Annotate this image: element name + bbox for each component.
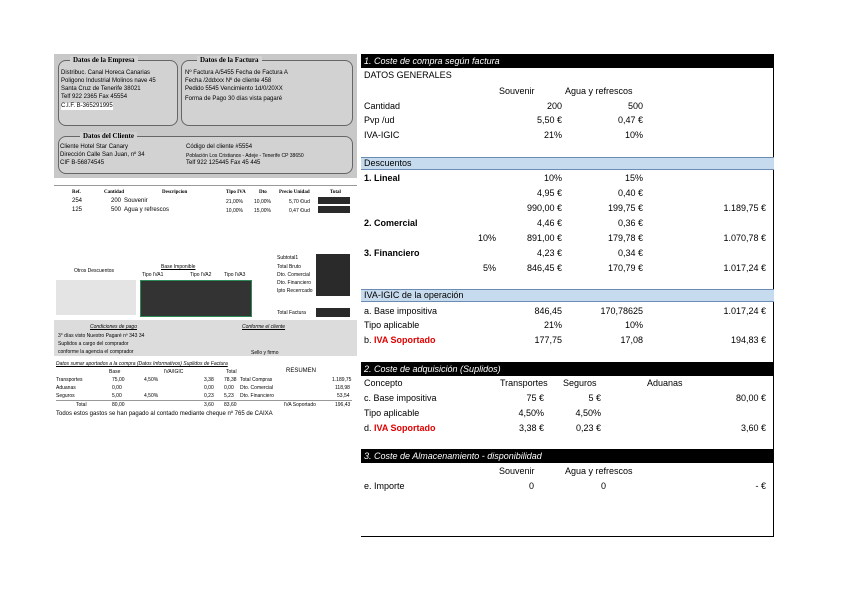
item-desc: Souvenir: [124, 198, 148, 204]
section-1-title: 1. Coste de compra según factura: [361, 54, 774, 68]
financiero-pct: 5%: [482, 263, 496, 273]
item-iva: 10,00%: [226, 208, 243, 214]
desc-title: Otros Descuentos: [74, 268, 115, 274]
summary-cell: Dto. Financiero: [240, 393, 274, 399]
summary-rule: [56, 400, 352, 401]
conditions-title: Condiciones de pago: [90, 324, 137, 330]
base-imponible: Base Imponible: [161, 264, 196, 270]
col-souvenir: Souvenir: [499, 86, 535, 96]
s2-iva-text: IVA Soportado: [374, 423, 436, 433]
subtotal-label: Total Bruto: [277, 264, 301, 270]
subtotal-label: Dto. Financiero: [277, 280, 311, 286]
comercial-dto-souvenir: 4,46 €: [536, 218, 562, 228]
iva-soportado-total: 194,83 €: [730, 335, 766, 345]
factura-line: Nº Factura A/5455 Fecha de Factura A: [185, 70, 288, 76]
s3-importe-souvenir: 0: [529, 481, 535, 491]
cliente-line: CIF B-56874545: [60, 160, 105, 166]
base-souvenir: 846,45: [534, 306, 562, 316]
s3-agua-head: Agua y refrescos: [565, 466, 633, 476]
cliente-line: Cliente Hotel Star Canary: [60, 144, 129, 150]
factura-line: Pedido 5545 Vencimiento 1d/0/20XX: [185, 86, 283, 92]
base-total: 1.017,24 €: [723, 306, 766, 316]
col-agua: Agua y refrescos: [565, 86, 633, 96]
comercial-total: 1.070,78 €: [723, 233, 766, 243]
item-cantidad: 200: [111, 198, 122, 204]
s2-base-transportes: 75 €: [526, 393, 544, 403]
lineal-label: 1. Lineal: [364, 173, 401, 183]
s2-iva-seguros: 0,23 €: [575, 423, 601, 433]
summary-cell: 0,00: [112, 385, 122, 391]
lineal-net-agua: 199,75 €: [607, 203, 643, 213]
item-precio: 5,70 €/ud: [289, 199, 310, 205]
s3-importe-label: e. Importe: [364, 481, 405, 491]
item-total-cell: [318, 206, 350, 213]
summary-cell: 4,50%: [144, 377, 159, 383]
invoice-footer: Todos estos gastos se han pagado al contado mediante cheque nº 765 de CAIXA: [56, 411, 273, 417]
condition-line: Suplidos a cargo del comprador: [58, 341, 129, 347]
tipo-iva-head: Tipo IVA3: [224, 272, 246, 278]
cantidad-agua: 500: [627, 101, 643, 111]
invoice-image: [54, 54, 357, 430]
summary-title: Datos sumar aportados a la compra (Datos Informativos) Suplidos de Factura: [56, 361, 228, 367]
s2-base-seguros: 5 €: [588, 393, 601, 403]
base-agua: 170,78625: [600, 306, 643, 316]
empresa-line: C.I.F. B-365291995: [61, 103, 113, 109]
descuentos-header: Descuentos: [361, 157, 774, 170]
pvp-agua: 0,47 €: [617, 115, 643, 125]
tipo-iva-head: Tipo IVA2: [190, 272, 212, 278]
summary-cell: Transportes: [56, 377, 83, 383]
lineal-total: 1.189,75 €: [723, 203, 766, 213]
item-desc: Agua y refrescos: [124, 207, 170, 213]
cliente-line: Dirección Calle San Juan, nº 34: [60, 152, 145, 158]
concepto-head: Concepto: [364, 378, 403, 388]
comercial-net-agua: 179,78 €: [607, 233, 643, 243]
empresa-title: Datos de la Empresa: [70, 56, 138, 64]
iva-soportado-label: [364, 335, 436, 346]
financiero-total: 1.017,24 €: [723, 263, 766, 273]
summary-cell: 0,00: [224, 385, 234, 391]
summary-head: IVA/IGIC: [164, 369, 184, 375]
transportes-head: Transportes: [500, 378, 548, 388]
base-label: a. Base impositiva: [364, 306, 438, 316]
tipo-label: Tipo aplicable: [364, 320, 420, 330]
summary-cell: Total Compras: [240, 377, 273, 383]
condition-line: conforme la agencia el comprador: [58, 349, 134, 355]
item-dto: 10,00%: [254, 199, 271, 205]
item-iva: 21,00%: [226, 199, 243, 205]
cliente-line: Telf 922 125445 Fax 45 445: [186, 160, 261, 166]
lineal-pct-agua: 15%: [624, 173, 643, 183]
empresa-line: Distribuc. Canal Horeca Canarias: [61, 70, 151, 76]
condition-line: 3° días visto Nuestro Pagaré nº 343 34: [58, 333, 145, 339]
aduanas-head: Aduanas: [647, 378, 683, 388]
cliente-line: Población Los Cristianos - Adeje - Tenerife CP 38650: [186, 153, 304, 159]
item-precio: 0,47 €/ud: [289, 208, 310, 214]
summary-cell: 196,43: [335, 402, 351, 408]
items-head-total: Total: [330, 190, 341, 195]
item-dto: 15,00%: [254, 208, 271, 214]
subtotal-label: Ipto Recerrcado: [277, 288, 313, 294]
comercial-pct: 10%: [477, 233, 496, 243]
iva-label: IVA-IGIC: [364, 130, 400, 140]
summary-cell: 53,54: [337, 393, 350, 399]
iva-soportado-souvenir: 177,75: [534, 335, 562, 345]
summary-cell: 3,60: [204, 402, 214, 408]
cantidad-label: Cantidad: [364, 101, 401, 111]
tipo-souvenir: 21%: [543, 320, 562, 330]
items-head-precio: Precio Unidad: [279, 190, 310, 195]
item-ref: 254: [72, 198, 83, 204]
tax-block: [140, 280, 252, 317]
summary-cell: 0,23: [204, 393, 214, 399]
items-head-desc: Descripcion: [162, 190, 188, 195]
pvp-souvenir: 5,50 €: [536, 115, 562, 125]
iva-soportado-text: IVA Soportado: [374, 335, 436, 345]
summary-cell: 80,00: [112, 402, 125, 408]
tipo-iva-head: Tipo IVA1: [142, 272, 164, 278]
financiero-net-souvenir: 846,45 €: [526, 263, 562, 273]
item-total-cell: [318, 197, 350, 204]
items-head-dto: Dto: [259, 190, 267, 195]
summary-cell: 78,38: [224, 377, 237, 383]
summary-cell: 0,00: [204, 385, 214, 391]
sello: Sello y firmo: [251, 350, 279, 356]
iva-agua: 10%: [624, 130, 643, 140]
financiero-label: 3. Financiero: [364, 248, 420, 258]
s2-tipo-label: Tipo aplicable: [364, 408, 420, 418]
items-head-ref: Ref.: [72, 190, 81, 195]
summary-cell: 3,38: [204, 377, 214, 383]
s2-iva-label: [364, 423, 436, 434]
pvp-label: Pvp /ud: [364, 115, 395, 125]
items-head-iva: Tipo IVA: [226, 190, 246, 195]
subtotal-values-block: [316, 254, 350, 296]
summary-head: RESUMEN: [286, 368, 317, 374]
s2-iva-total: 3,60 €: [740, 423, 766, 433]
financiero-net-agua: 170,79 €: [607, 263, 643, 273]
summary-cell: 5,23: [224, 393, 234, 399]
summary-cell: Aduanas: [56, 385, 76, 391]
seguros-head: Seguros: [563, 378, 597, 388]
iva-soportado-agua: 17,08: [620, 335, 643, 345]
s3-souvenir-head: Souvenir: [499, 466, 535, 476]
s2-tipo-seguros: 4,50%: [575, 408, 601, 418]
iva-souvenir: 21%: [543, 130, 562, 140]
datos-generales: DATOS GENERALES: [364, 70, 452, 80]
s2-base-label: c. Base impositiva: [364, 393, 437, 403]
factura-line: Fecha /2ddxxx Nº de cliente 458: [185, 78, 272, 84]
summary-cell: Seguros: [56, 393, 75, 399]
s3-importe-agua: 0: [601, 481, 607, 491]
summary-cell: 4,50%: [144, 393, 159, 399]
section-3-title: 3. Coste de Almacenamiento - disponibilidad: [361, 449, 774, 463]
s2-iva-transportes: 3,38 €: [518, 423, 544, 433]
cliente-line: Código del cliente #5554: [186, 144, 253, 150]
item-cantidad: 500: [111, 207, 122, 213]
section-2-title: 2. Coste de adquisición (Suplidos): [361, 362, 774, 376]
summary-head: Total: [226, 369, 237, 375]
summary-cell: 83,60: [224, 402, 237, 408]
financiero-dto-agua: 0,34 €: [617, 248, 643, 258]
summary-cell: Total: [76, 402, 87, 408]
empresa-line: Poligono Industrial Molinos nave 45: [61, 78, 156, 84]
summary-cell: 75,00: [112, 377, 125, 383]
factura-line: Forma de Pago 30 días vista pagaré: [185, 96, 283, 102]
s2-iva-prefix: d.: [364, 423, 375, 433]
desc-band: [56, 280, 136, 315]
summary-cell: IVA Soportado: [284, 402, 316, 408]
iva-soportado-prefix: b.: [364, 335, 375, 345]
s2-tipo-transportes: 4,50%: [518, 408, 544, 418]
items-head-cantidad: Cantidad: [104, 190, 125, 195]
empresa-line: Santa Cruz de Tenerife 38021: [61, 86, 141, 92]
lineal-dto-agua: 0,40 €: [617, 188, 643, 198]
factura-title: Datos de la Factura: [197, 56, 262, 64]
iva-op-header: IVA-IGIC de la operación: [361, 289, 774, 302]
cantidad-souvenir: 200: [546, 101, 562, 111]
item-ref: 125: [72, 207, 83, 213]
s2-base-total: 80,00 €: [735, 393, 766, 403]
summary-cell: 1.189,75: [332, 377, 352, 383]
subtotal-label: Subtotal1: [277, 255, 299, 261]
lineal-pct-souvenir: 10%: [543, 173, 562, 183]
summary-head: Base: [109, 369, 121, 375]
lineal-dto-souvenir: 4,95 €: [536, 188, 562, 198]
conforme-title: Conforme el cliente: [242, 324, 286, 330]
cliente-title: Datos del Cliente: [80, 132, 137, 140]
summary-cell: 118,98: [335, 385, 350, 391]
s3-importe-total: - €: [755, 481, 766, 491]
comercial-net-souvenir: 891,00 €: [526, 233, 562, 243]
empresa-line: Telf 922 2365 Fax 45554: [61, 94, 128, 100]
summary-cell: 5,00: [112, 393, 122, 399]
total-factura-cell: [316, 308, 350, 317]
sheet-bottom-rule: [361, 536, 774, 537]
items-divider: [54, 185, 357, 186]
financiero-dto-souvenir: 4,23 €: [536, 248, 562, 258]
summary-cell: Dto. Comercial: [240, 385, 274, 391]
subtotal-label: Dto. Comercial: [277, 272, 311, 278]
comercial-label: 2. Comercial: [364, 218, 418, 228]
tipo-agua: 10%: [624, 320, 643, 330]
subtotal-label: Total Factura: [277, 310, 306, 316]
lineal-net-souvenir: 990,00 €: [526, 203, 562, 213]
comercial-dto-agua: 0,36 €: [617, 218, 643, 228]
